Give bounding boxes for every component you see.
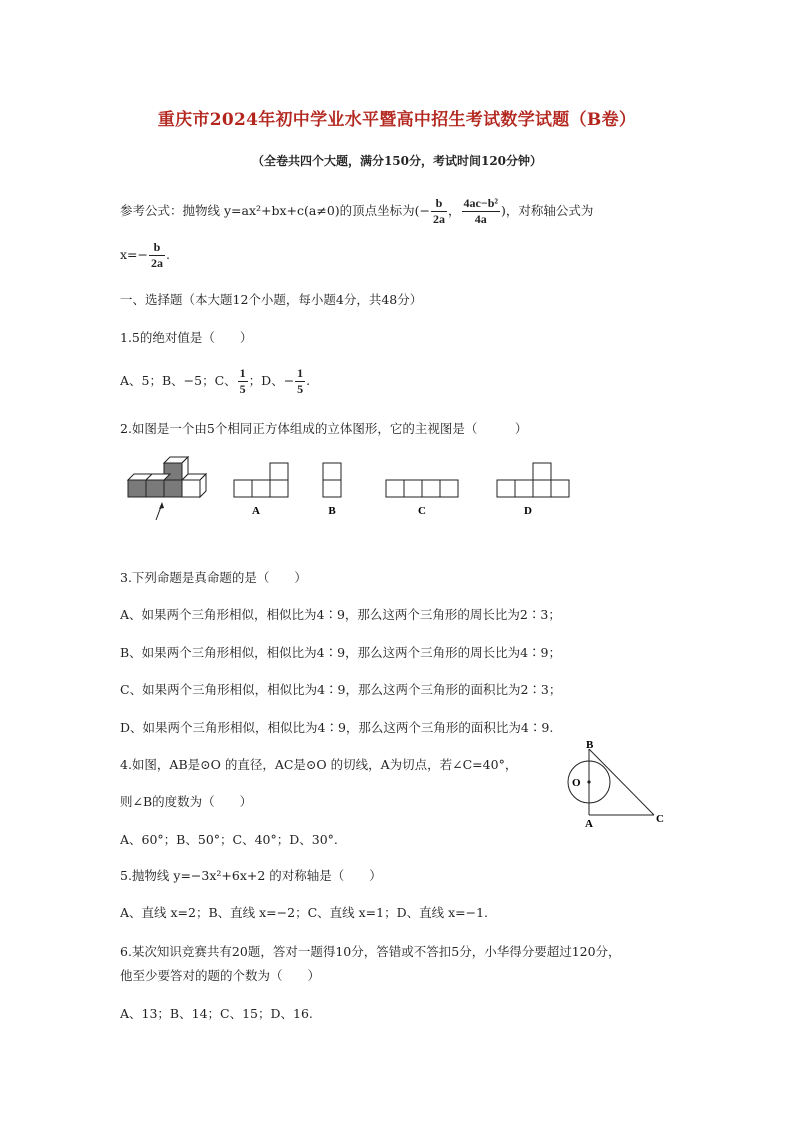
fraction-b-over-2a <box>149 240 165 271</box>
option-b-label: B <box>328 505 336 517</box>
fraction-vertex-y <box>462 196 500 227</box>
question-6-options: A、13；B、14；C、15；D、16. <box>120 1006 313 1021</box>
option-a-view <box>234 463 288 497</box>
fraction-numerator: 1 <box>297 366 304 380</box>
question-3-option-b: B、如果两个三角形相似，相似比为4∶9，那么这两个三角形的周长比为4∶9； <box>120 645 561 660</box>
reference-formula <box>120 196 593 227</box>
fraction-one-fifth <box>295 366 305 397</box>
axis-formula-prefix: x=− <box>120 247 148 262</box>
question-2-stem: 2.如图是一个由5个相同正方体组成的立体图形，它的主视图是（ ） <box>120 421 528 436</box>
question-4-options: A、60°；B、50°；C、40°；D、30°. <box>120 832 338 847</box>
question-2-figures <box>120 452 590 524</box>
axis-formula-suffix: . <box>166 247 170 262</box>
question-4-stem: 4.如图，AB是⊙O 的直径，AC是⊙O 的切线，A为切点，若∠C=40°， <box>120 757 518 772</box>
fraction-denominator: 5 <box>239 382 246 396</box>
question-4-stem-continued: 则∠B的度数为（ ） <box>120 794 253 809</box>
fraction-denominator: 2a <box>151 256 163 270</box>
fraction-denominator: 4a <box>474 212 487 226</box>
question-3-stem: 3.下列命题是真命题的是（ ） <box>120 570 307 585</box>
fraction-denominator: 2a <box>433 212 446 226</box>
option-b-view <box>323 463 341 497</box>
fraction-numerator: 1 <box>239 366 246 380</box>
solid-cube-figure <box>128 457 206 520</box>
question-1-stem: 1.5的绝对值是（ ） <box>120 330 253 345</box>
option-c-view <box>386 480 458 497</box>
fraction-b-over-2a <box>431 196 447 227</box>
question-6-stem: 6.某次知识竞赛共有20题，答对一题得10分，答错或不答扣5分，小华得分要超过120分， <box>120 944 621 959</box>
point-a-label: A <box>585 818 593 828</box>
formula-suffix: )，对称轴公式为 <box>500 203 594 218</box>
point-o-label: O <box>572 777 581 789</box>
question-1-options <box>120 366 310 397</box>
exam-info: （全卷共四个大题，满分150分，考试时间120分钟） <box>251 154 543 168</box>
question-3-option-d: D、如果两个三角形相似，相似比为4∶9，那么这两个三角形的面积比为4∶9. <box>120 720 554 735</box>
fraction-numerator: 4ac−b² <box>463 196 498 210</box>
question-3-option-c: C、如果两个三角形相似，相似比为4∶9，那么这两个三角形的面积比为2∶3； <box>120 682 562 697</box>
option-d-view <box>497 463 569 497</box>
circle-tangent-figure <box>560 736 670 828</box>
option-c-label: C <box>418 505 426 517</box>
question-3-option-a: A、如果两个三角形相似，相似比为4∶9，那么这两个三角形的周长比为2∶3； <box>120 607 561 622</box>
point-c-label: C <box>656 813 664 825</box>
q1-options-part: A、5；B、−5；C、 <box>120 373 237 388</box>
fraction-denominator: 5 <box>297 382 304 396</box>
q1-options-part: ；D、− <box>248 373 295 388</box>
section-heading: 一、选择题（本大题12个小题，每小题4分，共48分） <box>120 292 423 307</box>
question-5-stem: 5.抛物线 y=−3x²+6x+2 的对称轴是（ ） <box>120 868 382 883</box>
fraction-one-fifth <box>238 366 248 397</box>
page-title: 重庆市2024年初中学业水平暨高中招生考试数学试题（B卷） <box>157 110 637 130</box>
fraction-numerator: b <box>431 196 447 212</box>
formula-comma: ， <box>448 203 461 218</box>
question-5-options: A、直线 x=2；B、直线 x=−2；C、直线 x=1；D、直线 x=−1. <box>120 905 489 920</box>
q1-options-part: . <box>306 373 311 388</box>
option-a-label: A <box>252 505 260 517</box>
point-b-label: B <box>586 739 594 751</box>
axis-formula <box>120 240 170 271</box>
option-d-label: D <box>524 505 532 517</box>
question-6-stem-continued: 他至少要答对的题的个数为（ ） <box>120 968 321 983</box>
formula-prefix: 参考公式：抛物线 y=ax²+bx+c(a≠0)的顶点坐标为(− <box>120 203 431 218</box>
fraction-numerator: b <box>149 240 165 256</box>
